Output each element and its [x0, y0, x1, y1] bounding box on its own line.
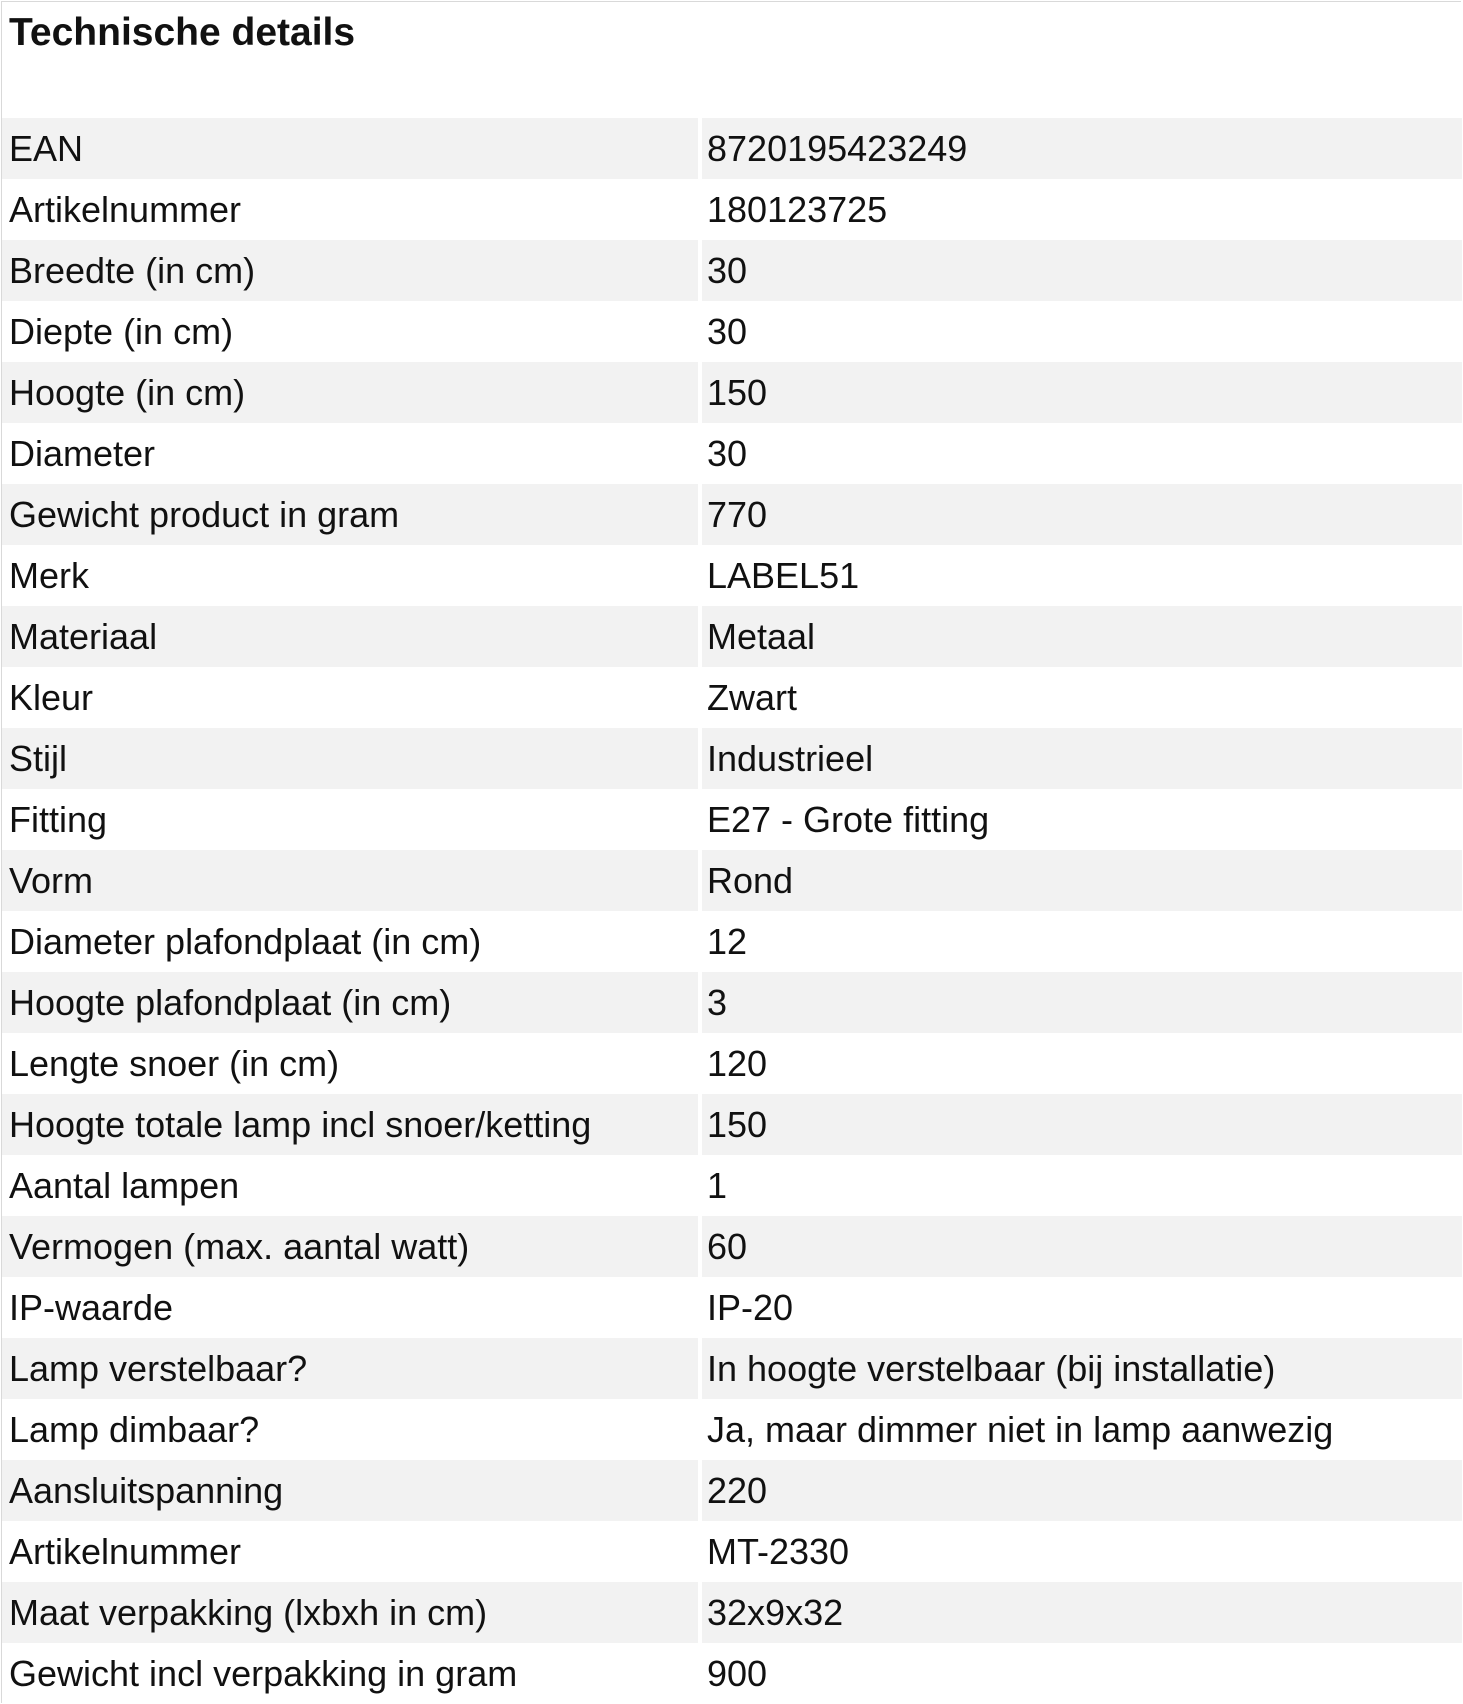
spec-value: 120 [707, 1042, 768, 1084]
table-row [2, 789, 1462, 850]
spec-label: Hoogte totale lamp incl snoer/ketting [2, 1094, 698, 1155]
table-row [2, 1277, 1462, 1338]
spec-label: Merk [9, 554, 89, 596]
table-row [2, 1460, 1462, 1521]
spec-value: IP-20 [707, 1286, 794, 1328]
spec-value: In hoogte verstelbaar (bij installatie) [702, 1338, 1462, 1399]
table-row [2, 667, 1462, 728]
spec-value: 8720195423249 [702, 118, 1462, 179]
table-row [2, 1399, 1462, 1460]
spec-label: Gewicht incl verpakking in gram [9, 1652, 518, 1694]
spec-label: Artikelnummer [9, 1530, 242, 1572]
spec-value: 30 [707, 310, 748, 352]
spec-value: LABEL51 [707, 554, 860, 596]
spec-value: MT-2330 [707, 1530, 850, 1572]
table-row [2, 1582, 1462, 1643]
table-row [2, 1338, 1462, 1399]
table-row [2, 423, 1462, 484]
table-row [2, 179, 1462, 240]
spec-value: Zwart [707, 676, 797, 718]
table-row [2, 728, 1462, 789]
spec-value: Ja, maar dimmer niet in lamp aanwezig [707, 1408, 1334, 1450]
spec-table [2, 118, 1462, 1704]
page-title: Technische details [9, 11, 356, 54]
table-row [2, 362, 1462, 423]
spec-label: Vorm [2, 850, 698, 911]
spec-label: Artikelnummer [9, 188, 242, 230]
spec-label: Aantal lampen [9, 1164, 240, 1206]
spec-value: Rond [702, 850, 1462, 911]
spec-label: Hoogte plafondplaat (in cm) [2, 972, 698, 1033]
table-row [2, 1521, 1462, 1582]
spec-value: 1 [707, 1164, 728, 1206]
spec-label: Diameter plafondplaat (in cm) [9, 920, 482, 962]
spec-label: Hoogte (in cm) [2, 362, 698, 423]
spec-value: Industrieel [702, 728, 1462, 789]
table-row [2, 301, 1462, 362]
table-row [2, 1155, 1462, 1216]
table-row [2, 1216, 1462, 1277]
spec-sheet [1, 1, 1461, 1703]
spec-value: 770 [702, 484, 1462, 545]
table-row [2, 1033, 1462, 1094]
spec-label: Maat verpakking (lxbxh in cm) [2, 1582, 698, 1643]
spec-label: IP-waarde [9, 1286, 174, 1328]
spec-value: 32x9x32 [702, 1582, 1462, 1643]
spec-value: 150 [702, 1094, 1462, 1155]
table-row [2, 118, 1462, 179]
spec-label: Diepte (in cm) [9, 310, 234, 352]
spec-value: 180123725 [707, 188, 888, 230]
table-row [2, 545, 1462, 606]
table-row [2, 972, 1462, 1033]
table-row [2, 850, 1462, 911]
table-row [2, 1094, 1462, 1155]
spec-label: Breedte (in cm) [2, 240, 698, 301]
spec-label: Lamp dimbaar? [9, 1408, 260, 1450]
spec-value: 30 [702, 240, 1462, 301]
spec-value: E27 - Grote fitting [707, 798, 990, 840]
spec-value: 60 [702, 1216, 1462, 1277]
spec-value: 30 [707, 432, 748, 474]
spec-label: Aansluitspanning [2, 1460, 698, 1521]
spec-value: 220 [702, 1460, 1462, 1521]
table-row [2, 606, 1462, 667]
spec-label: Diameter [9, 432, 156, 474]
spec-value: 150 [702, 362, 1462, 423]
table-row [2, 911, 1462, 972]
spec-value: 12 [707, 920, 748, 962]
table-row [2, 1643, 1462, 1704]
spec-label: Fitting [9, 798, 108, 840]
spec-label: Materiaal [2, 606, 698, 667]
spec-value: 3 [702, 972, 1462, 1033]
spec-label: EAN [2, 118, 698, 179]
spec-label: Stijl [2, 728, 698, 789]
spec-label: Lengte snoer (in cm) [9, 1042, 340, 1084]
spec-value: 900 [707, 1652, 768, 1694]
table-row [2, 484, 1462, 545]
spec-value: Metaal [702, 606, 1462, 667]
spec-label: Vermogen (max. aantal watt) [2, 1216, 698, 1277]
spec-label: Gewicht product in gram [2, 484, 698, 545]
table-row [2, 240, 1462, 301]
spec-label: Lamp verstelbaar? [2, 1338, 698, 1399]
spec-label: Kleur [9, 676, 94, 718]
